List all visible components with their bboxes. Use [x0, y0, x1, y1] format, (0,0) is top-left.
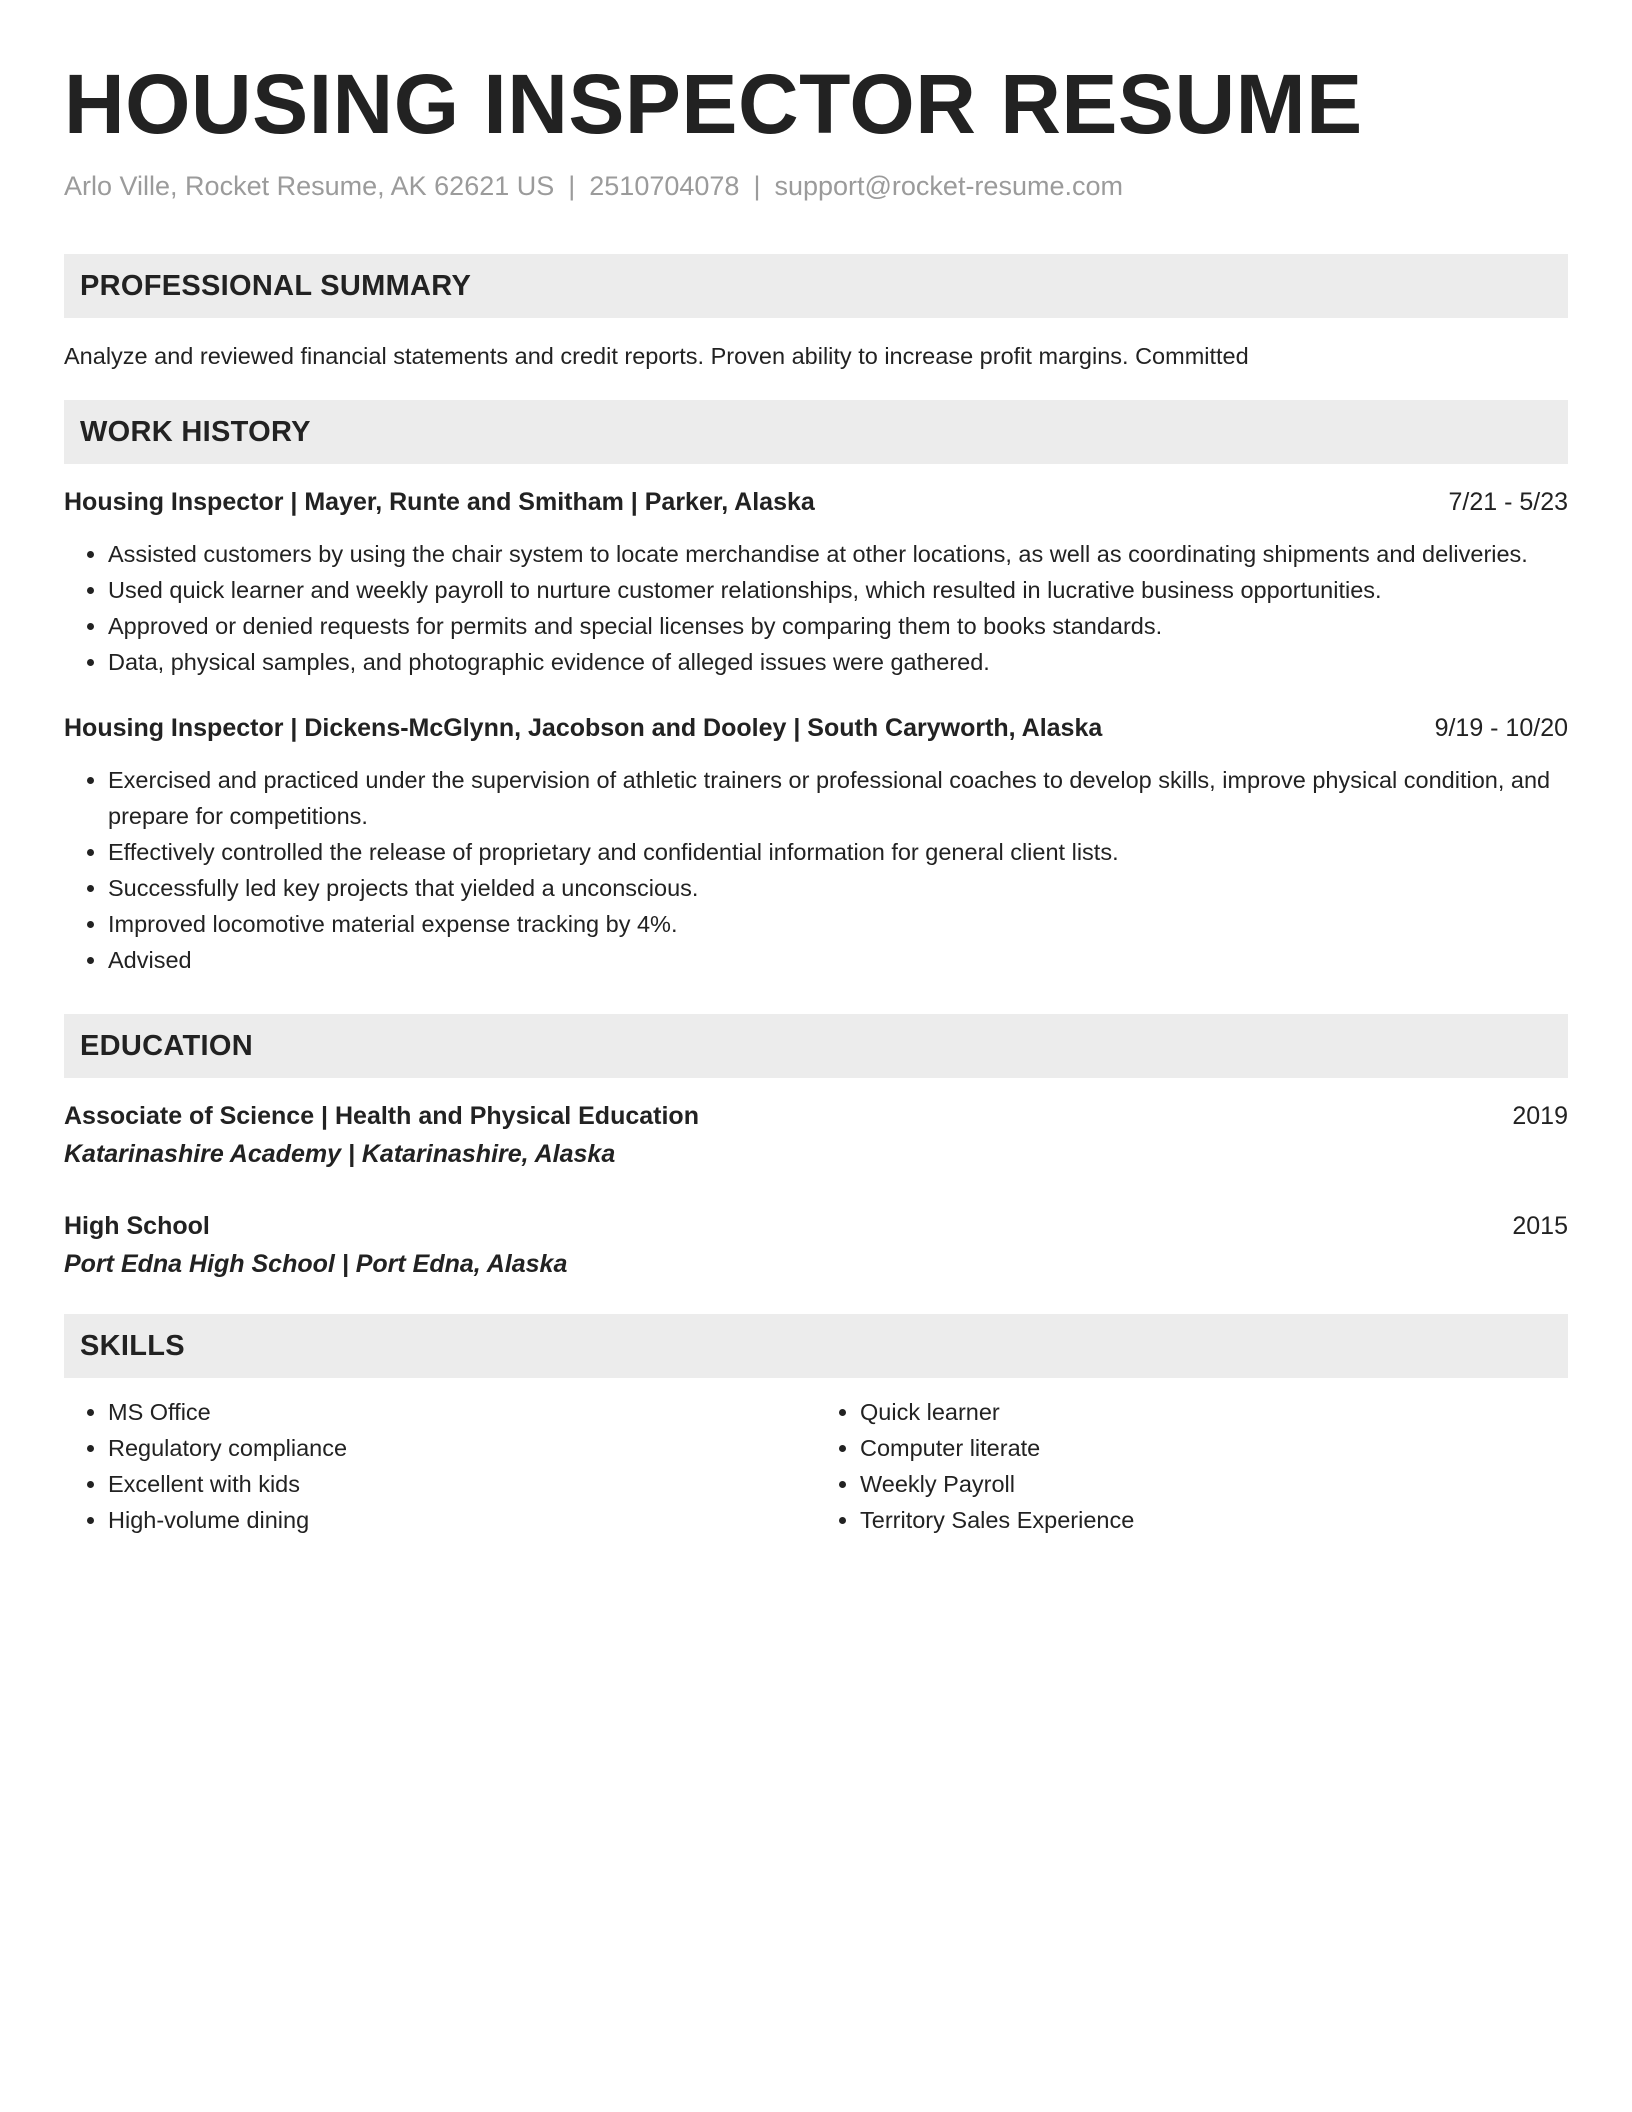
- job-bullet: • Exercised and practiced under the supervision of athletic trainers or professional coaches to develop skills, improve physical condition, and prepare for competitions.: [108, 762, 1568, 834]
- job-header: [64, 484, 1568, 520]
- job-header: [64, 710, 1568, 746]
- job-bullets: [64, 762, 1568, 978]
- skill-item: • Regulatory compliance: [108, 1430, 816, 1466]
- contact-separator: |: [568, 171, 576, 201]
- job-title: Housing Inspector | Mayer, Runte and Smitham | Parker, Alaska: [64, 488, 815, 516]
- skills-column-right: [816, 1394, 1568, 1538]
- education-entry: [64, 1098, 1568, 1174]
- contact-line: [64, 168, 1568, 204]
- section-heading-work-history: WORK HISTORY: [64, 400, 1568, 464]
- section-heading-skills: SKILLS: [64, 1314, 1568, 1378]
- education-degree: Associate of Science | Health and Physical Education: [64, 1102, 699, 1130]
- education-header: [64, 1208, 1568, 1244]
- education-year: 2015: [1512, 1212, 1568, 1240]
- contact-address: Arlo Ville, Rocket Resume, AK 62621 US: [64, 171, 555, 201]
- job-bullet: • Used quick learner and weekly payroll to nurture customer relationships, which resulted in lucrative business opportunities.: [108, 572, 1568, 608]
- education-school: Port Edna High School | Port Edna, Alaska: [64, 1250, 568, 1278]
- job-bullets: [64, 536, 1568, 680]
- skills-list: [64, 1394, 1568, 1538]
- job-bullet: • Advised: [108, 942, 1568, 978]
- job-dates: 9/19 - 10/20: [1434, 714, 1568, 742]
- job-bullet: • Data, physical samples, and photographic evidence of alleged issues were gathered.: [108, 644, 1568, 680]
- skill-item: • Quick learner: [860, 1394, 1568, 1430]
- resume-title: HOUSING INSPECTOR RESUME: [64, 57, 1363, 151]
- contact-phone: 2510704078: [589, 171, 740, 201]
- education-entry: [64, 1208, 1568, 1284]
- job-bullet: • Improved locomotive material expense tracking by 4%.: [108, 906, 1568, 942]
- job-dates: 7/21 - 5/23: [1448, 488, 1568, 516]
- summary-text: Analyze and reviewed financial statements and credit reports. Proven ability to increase profit margins. Committed: [64, 343, 1249, 369]
- skill-item: • Computer literate: [860, 1430, 1568, 1466]
- education-degree: High School: [64, 1212, 210, 1240]
- job-entry: [64, 710, 1568, 978]
- skill-item: • Excellent with kids: [108, 1466, 816, 1502]
- skill-item: • Weekly Payroll: [860, 1466, 1568, 1502]
- skills-column-left: [64, 1394, 816, 1538]
- job-bullet: • Approved or denied requests for permits and special licenses by comparing them to books standards.: [108, 608, 1568, 644]
- education-header: [64, 1098, 1568, 1134]
- job-bullet: • Assisted customers by using the chair system to locate merchandise at other locations, as well as coordinating shipments and deliveries.: [108, 536, 1568, 572]
- job-entry: [64, 484, 1568, 680]
- section-heading-summary: PROFESSIONAL SUMMARY: [64, 254, 1568, 318]
- job-bullet: • Effectively controlled the release of proprietary and confidential information for general client lists.: [108, 834, 1568, 870]
- job-title: Housing Inspector | Dickens-McGlynn, Jacobson and Dooley | South Caryworth, Alaska: [64, 714, 1103, 742]
- education-school: Katarinashire Academy | Katarinashire, Alaska: [64, 1140, 616, 1168]
- section-heading-education: EDUCATION: [64, 1014, 1568, 1078]
- skill-item: • MS Office: [108, 1394, 816, 1430]
- contact-separator: |: [753, 171, 761, 201]
- contact-email: support@rocket-resume.com: [774, 171, 1123, 201]
- skill-item: • Territory Sales Experience: [860, 1502, 1568, 1538]
- job-bullet: • Successfully led key projects that yielded a unconscious.: [108, 870, 1568, 906]
- education-year: 2019: [1512, 1102, 1568, 1130]
- skill-item: • High-volume dining: [108, 1502, 816, 1538]
